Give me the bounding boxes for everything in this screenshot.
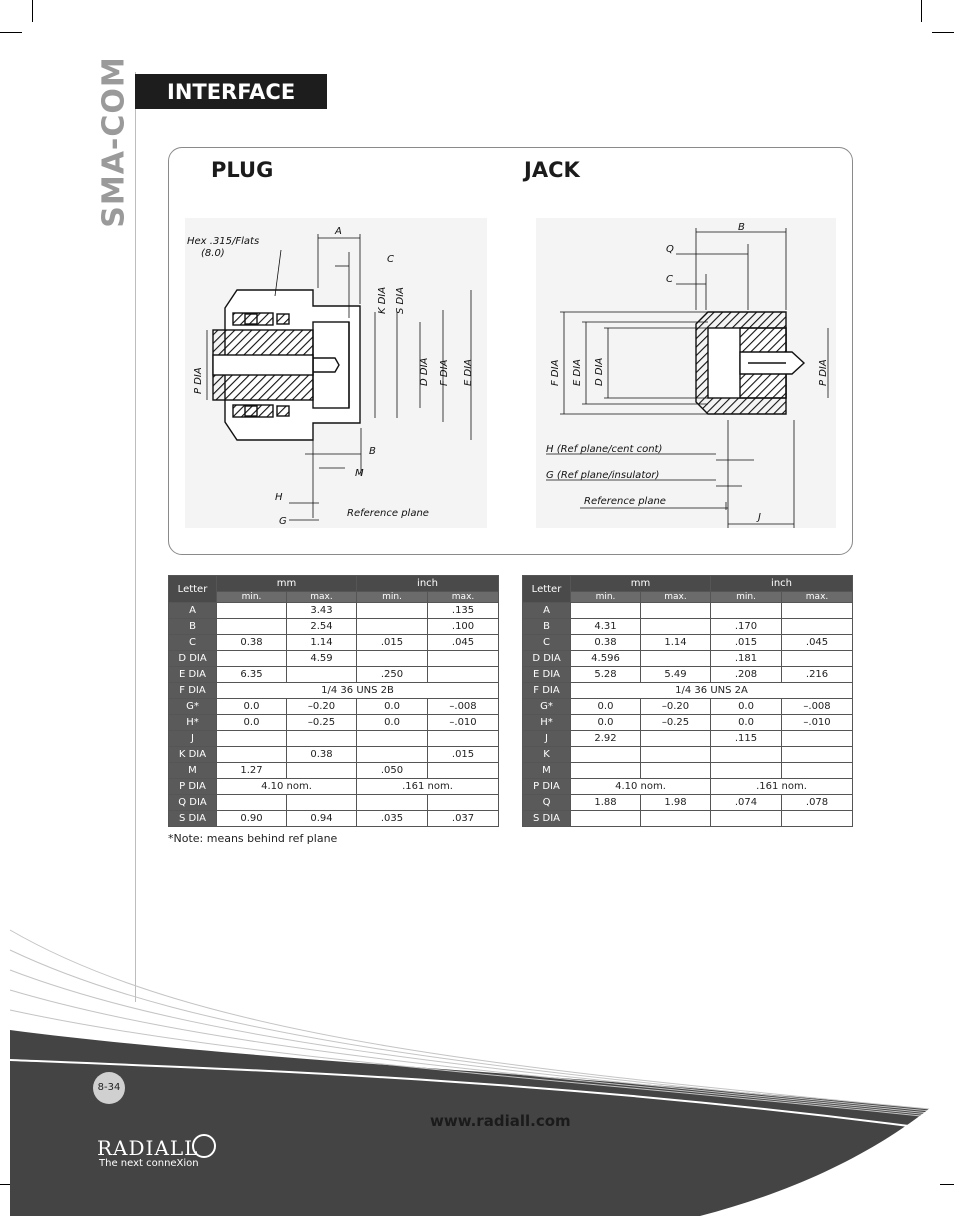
row-letter: S DIA: [169, 811, 217, 827]
row-value: –0.20: [287, 699, 357, 715]
jack-d-label: D DIA: [594, 357, 605, 386]
jack-b-label: B: [738, 222, 745, 233]
row-letter: H*: [169, 715, 217, 731]
row-value: –.010: [428, 715, 499, 731]
jack-q-label: Q: [666, 244, 674, 255]
row-value: 2.54: [287, 619, 357, 635]
row-value: [357, 747, 428, 763]
row-value: [641, 603, 711, 619]
table-row: [523, 619, 853, 635]
row-value: [641, 731, 711, 747]
row-value: 1.98: [641, 795, 711, 811]
subheader-cell: max.: [782, 592, 853, 603]
table-row: [169, 763, 499, 779]
row-value: 0.0: [571, 699, 641, 715]
row-letter: Q: [523, 795, 571, 811]
row-value: .208: [711, 667, 782, 683]
row-letter: B: [523, 619, 571, 635]
row-value: [428, 651, 499, 667]
row-value: .181: [711, 651, 782, 667]
row-value: 1.88: [571, 795, 641, 811]
row-value: .037: [428, 811, 499, 827]
row-value: .050: [357, 763, 428, 779]
row-value: 0.38: [571, 635, 641, 651]
table-row: [169, 651, 499, 667]
row-value: [428, 795, 499, 811]
row-letter: C: [523, 635, 571, 651]
row-value: 4.10 nom.: [571, 779, 711, 795]
jack-c-label: C: [666, 274, 673, 285]
row-value: .074: [711, 795, 782, 811]
jack-g-label: G (Ref plane/insulator): [546, 470, 660, 481]
row-value: .015: [428, 747, 499, 763]
row-value: [641, 619, 711, 635]
row-value: [357, 651, 428, 667]
jack-spec-table: [522, 575, 853, 827]
row-letter: P DIA: [523, 779, 571, 795]
table-row: [523, 635, 853, 651]
row-value: [641, 651, 711, 667]
table-row: [169, 811, 499, 827]
row-value: .216: [782, 667, 853, 683]
row-letter: S DIA: [523, 811, 571, 827]
table-row: [169, 619, 499, 635]
row-value: [641, 763, 711, 779]
row-value: [782, 651, 853, 667]
row-value: 1.14: [641, 635, 711, 651]
row-value: 0.0: [571, 715, 641, 731]
row-letter: F DIA: [169, 683, 217, 699]
row-value: 1.27: [217, 763, 287, 779]
row-value: 6.35: [217, 667, 287, 683]
row-value: 4.10 nom.: [217, 779, 357, 795]
subheader-cell: min.: [217, 592, 287, 603]
row-value: 0.38: [287, 747, 357, 763]
crop-mark: [32, 0, 33, 22]
page-number: 8-34: [93, 1072, 125, 1104]
row-letter: P DIA: [169, 779, 217, 795]
row-value: 0.38: [217, 635, 287, 651]
subheader-cell: min.: [571, 592, 641, 603]
plug-ref-label: Reference plane: [347, 508, 429, 519]
row-value: [357, 731, 428, 747]
row-value: [782, 603, 853, 619]
mm-header: mm: [217, 576, 357, 592]
subheader-cell: max.: [641, 592, 711, 603]
side-title: SMA-COM: [96, 56, 132, 228]
row-letter: Q DIA: [169, 795, 217, 811]
row-value: 2.92: [571, 731, 641, 747]
row-letter: E DIA: [169, 667, 217, 683]
row-value: .170: [711, 619, 782, 635]
table-subheader-row: [169, 592, 499, 603]
row-letter: M: [169, 763, 217, 779]
jack-f-label: F DIA: [550, 359, 561, 386]
plug-b-label: B: [369, 446, 376, 457]
row-value: 4.596: [571, 651, 641, 667]
row-value: 4.31: [571, 619, 641, 635]
row-value: –.010: [782, 715, 853, 731]
table-row: [523, 603, 853, 619]
row-letter: M: [523, 763, 571, 779]
table-row: [169, 683, 499, 699]
row-value: [217, 731, 287, 747]
radiall-emblem-icon: [192, 1134, 216, 1158]
letter-header: Letter: [523, 576, 571, 603]
row-value: .161 nom.: [357, 779, 499, 795]
row-value: [217, 747, 287, 763]
row-letter: B: [169, 619, 217, 635]
table-row: [523, 683, 853, 699]
plug-f-label: F DIA: [439, 359, 450, 386]
plug-g-label: G: [279, 516, 287, 527]
row-value: .135: [428, 603, 499, 619]
row-letter: K DIA: [169, 747, 217, 763]
jack-ref-label: Reference plane: [584, 496, 666, 507]
table-row: [523, 667, 853, 683]
table-row: [169, 603, 499, 619]
jack-drawing: [536, 218, 836, 528]
table-row: [169, 715, 499, 731]
row-value: [357, 619, 428, 635]
brand-logo-text: RADIALL: [97, 1136, 199, 1160]
website-link[interactable]: www.radiall.com: [430, 1112, 571, 1130]
row-value: 5.28: [571, 667, 641, 683]
plug-hex-mm-label: (8.0): [201, 248, 225, 259]
mm-header: mm: [571, 576, 711, 592]
row-value: [428, 763, 499, 779]
jack-label: JACK: [524, 158, 580, 182]
jack-p-label: P DIA: [818, 359, 829, 386]
margin-rule: [135, 72, 136, 1002]
table-row: [523, 747, 853, 763]
plug-h-label: H: [275, 492, 283, 503]
table-row: [523, 763, 853, 779]
crop-mark: [921, 0, 922, 22]
table-row: [169, 667, 499, 683]
subheader-cell: max.: [428, 592, 499, 603]
row-value: .100: [428, 619, 499, 635]
jack-h-label: H (Ref plane/cent cont): [546, 444, 663, 455]
table-row: [169, 699, 499, 715]
table-row: [169, 635, 499, 651]
row-letter: H*: [523, 715, 571, 731]
table-row: [523, 779, 853, 795]
row-value: [217, 603, 287, 619]
row-value: 1.14: [287, 635, 357, 651]
row-value: 4.59: [287, 651, 357, 667]
plug-a-label: A: [335, 226, 342, 237]
plug-c-label: C: [387, 254, 394, 265]
plug-k-label: K DIA: [377, 286, 388, 314]
row-value: [571, 603, 641, 619]
inch-header: inch: [711, 576, 853, 592]
plug-d-label: D DIA: [419, 357, 430, 386]
section-title: INTERFACE: [135, 74, 327, 109]
crop-mark: [0, 32, 22, 33]
table-row: [523, 715, 853, 731]
row-value: [287, 731, 357, 747]
subheader-cell: max.: [287, 592, 357, 603]
row-value: .250: [357, 667, 428, 683]
row-value: [641, 747, 711, 763]
row-value: –.008: [428, 699, 499, 715]
row-value: 0.0: [217, 715, 287, 731]
table-row: [169, 795, 499, 811]
table-subheader-row: [523, 592, 853, 603]
table-row: [523, 731, 853, 747]
row-letter: A: [169, 603, 217, 619]
row-value: [571, 747, 641, 763]
row-letter: D DIA: [169, 651, 217, 667]
plug-drawing: [185, 218, 487, 528]
row-value: [217, 795, 287, 811]
plug-hex-label: Hex .315/Flats: [187, 236, 260, 247]
row-value: [711, 603, 782, 619]
row-value: –0.25: [287, 715, 357, 731]
row-letter: G*: [169, 699, 217, 715]
row-value: [782, 763, 853, 779]
jack-e-label: E DIA: [572, 359, 583, 386]
row-value: .078: [782, 795, 853, 811]
row-value: [428, 667, 499, 683]
row-letter: G*: [523, 699, 571, 715]
row-value: 5.49: [641, 667, 711, 683]
row-letter: K: [523, 747, 571, 763]
crop-mark: [932, 32, 954, 33]
row-letter: D DIA: [523, 651, 571, 667]
row-value: 3.43: [287, 603, 357, 619]
table-header-row: [169, 576, 499, 592]
table-row: [169, 747, 499, 763]
row-value: [357, 603, 428, 619]
row-value: 1/4 36 UNS 2B: [217, 683, 499, 699]
row-letter: J: [523, 731, 571, 747]
row-value: .115: [711, 731, 782, 747]
row-value: [782, 731, 853, 747]
table-row: [523, 651, 853, 667]
table-row: [169, 779, 499, 795]
row-value: 0.0: [217, 699, 287, 715]
subheader-cell: min.: [357, 592, 428, 603]
row-value: [217, 619, 287, 635]
table-row: [523, 811, 853, 827]
row-value: –0.25: [641, 715, 711, 731]
row-value: [287, 763, 357, 779]
row-value: 0.94: [287, 811, 357, 827]
row-value: 0.0: [711, 715, 782, 731]
row-letter: F DIA: [523, 683, 571, 699]
plug-label: PLUG: [211, 158, 274, 182]
footnote: *Note: means behind ref plane: [168, 832, 338, 845]
subheader-cell: min.: [711, 592, 782, 603]
plug-e-label: E DIA: [463, 359, 474, 386]
row-value: 0.0: [357, 715, 428, 731]
row-value: 0.0: [711, 699, 782, 715]
row-value: [287, 667, 357, 683]
row-value: [428, 731, 499, 747]
row-letter: J: [169, 731, 217, 747]
row-value: [711, 747, 782, 763]
letter-header: Letter: [169, 576, 217, 603]
row-value: [782, 619, 853, 635]
row-value: [287, 795, 357, 811]
row-letter: E DIA: [523, 667, 571, 683]
row-value: –.008: [782, 699, 853, 715]
brand-tagline: The next conneXion: [99, 1158, 199, 1169]
table-header-row: [523, 576, 853, 592]
footer-swoosh: [0, 920, 954, 1216]
row-value: .161 nom.: [711, 779, 853, 795]
table-row: [523, 795, 853, 811]
plug-s-label: S DIA: [395, 286, 406, 314]
plug-p-label: P DIA: [193, 367, 204, 394]
row-value: .015: [711, 635, 782, 651]
row-value: [217, 651, 287, 667]
row-value: .035: [357, 811, 428, 827]
plug-spec-table: [168, 575, 499, 827]
row-value: 0.0: [357, 699, 428, 715]
row-value: [571, 763, 641, 779]
row-letter: A: [523, 603, 571, 619]
row-value: [357, 795, 428, 811]
row-value: [711, 811, 782, 827]
row-value: [641, 811, 711, 827]
row-value: .045: [782, 635, 853, 651]
row-value: [711, 763, 782, 779]
table-row: [523, 699, 853, 715]
row-value: [782, 811, 853, 827]
row-value: [782, 747, 853, 763]
row-value: .015: [357, 635, 428, 651]
row-letter: C: [169, 635, 217, 651]
table-row: [169, 731, 499, 747]
row-value: 0.90: [217, 811, 287, 827]
row-value: [571, 811, 641, 827]
row-value: 1/4 36 UNS 2A: [571, 683, 853, 699]
row-value: –0.20: [641, 699, 711, 715]
jack-j-label: J: [758, 512, 761, 523]
plug-m-label: M: [355, 468, 364, 479]
inch-header: inch: [357, 576, 499, 592]
row-value: .045: [428, 635, 499, 651]
